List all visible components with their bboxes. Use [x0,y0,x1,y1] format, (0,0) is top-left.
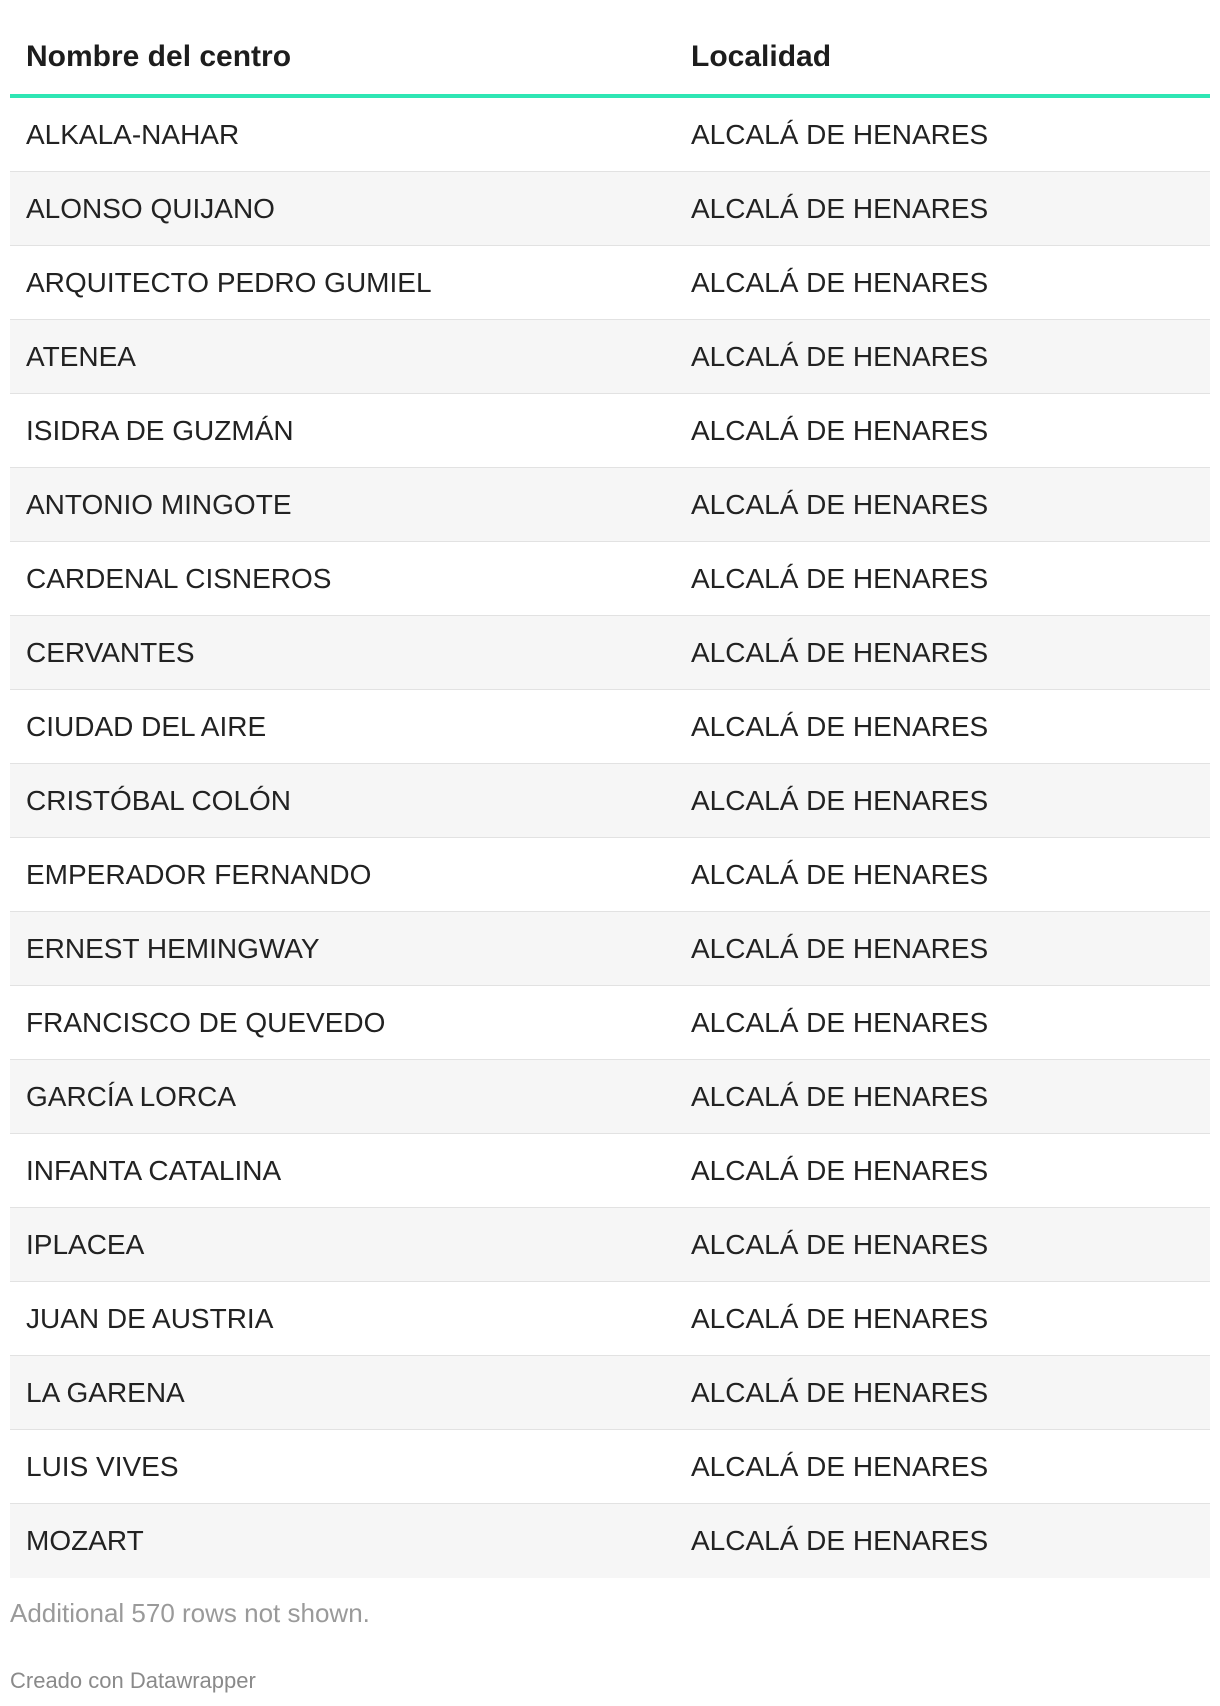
cell-localidad: ALCALÁ DE HENARES [691,1525,989,1556]
cell-nombre-centro: FRANCISCO DE QUEVEDO [26,1006,386,1038]
cell-localidad: ALCALÁ DE HENARES [691,1376,989,1408]
cell-localidad: ALCALÁ DE HENARES [691,192,989,224]
cell-nombre-centro: EMPERADOR FERNANDO [26,858,372,890]
table-row [10,616,1210,690]
cell-nombre-centro: LUIS VIVES [26,1450,179,1482]
cell-nombre-centro: ARQUITECTO PEDRO GUMIEL [26,266,432,298]
rows-not-shown-note: Additional 570 rows not shown. [10,1598,370,1628]
cell-nombre-centro: ALONSO QUIJANO [26,192,275,224]
cell-localidad: ALCALÁ DE HENARES [691,562,989,594]
cell-localidad: ALCALÁ DE HENARES [691,1080,989,1112]
cell-nombre-centro: GARCÍA LORCA [26,1080,237,1112]
cell-nombre-centro: INFANTA CATALINA [26,1154,282,1186]
cell-nombre-centro: CERVANTES [26,636,195,668]
cell-nombre-centro: ATENEA [26,340,136,372]
cell-nombre-centro: CRISTÓBAL COLÓN [26,784,292,816]
cell-nombre-centro: ANTONIO MINGOTE [26,488,292,520]
table-header-row [10,20,1210,98]
data-table [10,20,1210,1578]
cell-localidad: ALCALÁ DE HENARES [691,266,989,298]
cell-nombre-centro: IPLACEA [26,1228,145,1260]
table-row [10,172,1210,246]
cell-nombre-centro: MOZART [26,1525,144,1556]
cell-localidad: ALCALÁ DE HENARES [691,1154,989,1186]
table-row [10,1060,1210,1134]
cell-nombre-centro: ISIDRA DE GUZMÁN [26,414,294,446]
table-row [10,1356,1210,1430]
cell-nombre-centro: CARDENAL CISNEROS [26,562,332,594]
cell-nombre-centro: JUAN DE AUSTRIA [26,1302,274,1334]
cell-localidad: ALCALÁ DE HENARES [691,636,989,668]
table-row [10,1208,1210,1282]
cell-localidad: ALCALÁ DE HENARES [691,414,989,446]
cell-localidad: ALCALÁ DE HENARES [691,1006,989,1038]
cell-nombre-centro: CIUDAD DEL AIRE [26,710,267,742]
column-header-localidad[interactable]: Localidad [691,40,832,73]
table-row [10,320,1210,394]
table-row [10,246,1210,320]
datawrapper-credit: Creado con Datawrapper [10,1668,256,1693]
cell-localidad: ALCALÁ DE HENARES [691,858,989,890]
table-row [10,764,1210,838]
cell-localidad: ALCALÁ DE HENARES [691,118,989,150]
table-row [10,1134,1210,1208]
cell-localidad: ALCALÁ DE HENARES [691,710,989,742]
table-row [10,542,1210,616]
table-row [10,1282,1210,1356]
table-body [10,98,1210,1578]
cell-nombre-centro: ALKALA-NAHAR [26,118,240,150]
table-row [10,98,1210,172]
column-header-nombre[interactable]: Nombre del centro [26,40,292,73]
table-row [10,838,1210,912]
cell-nombre-centro: LA GARENA [26,1376,185,1408]
cell-localidad: ALCALÁ DE HENARES [691,1450,989,1482]
cell-localidad: ALCALÁ DE HENARES [691,1228,989,1260]
cell-localidad: ALCALÁ DE HENARES [691,340,989,372]
table-row [10,394,1210,468]
cell-nombre-centro: ERNEST HEMINGWAY [26,932,320,964]
cell-localidad: ALCALÁ DE HENARES [691,932,989,964]
cell-localidad: ALCALÁ DE HENARES [691,784,989,816]
cell-localidad: ALCALÁ DE HENARES [691,1302,989,1334]
table-row [10,690,1210,764]
table-row [10,1430,1210,1504]
cell-localidad: ALCALÁ DE HENARES [691,488,989,520]
table-row [10,468,1210,542]
table-row [10,986,1210,1060]
table-row [10,1504,1210,1578]
table-row [10,912,1210,986]
